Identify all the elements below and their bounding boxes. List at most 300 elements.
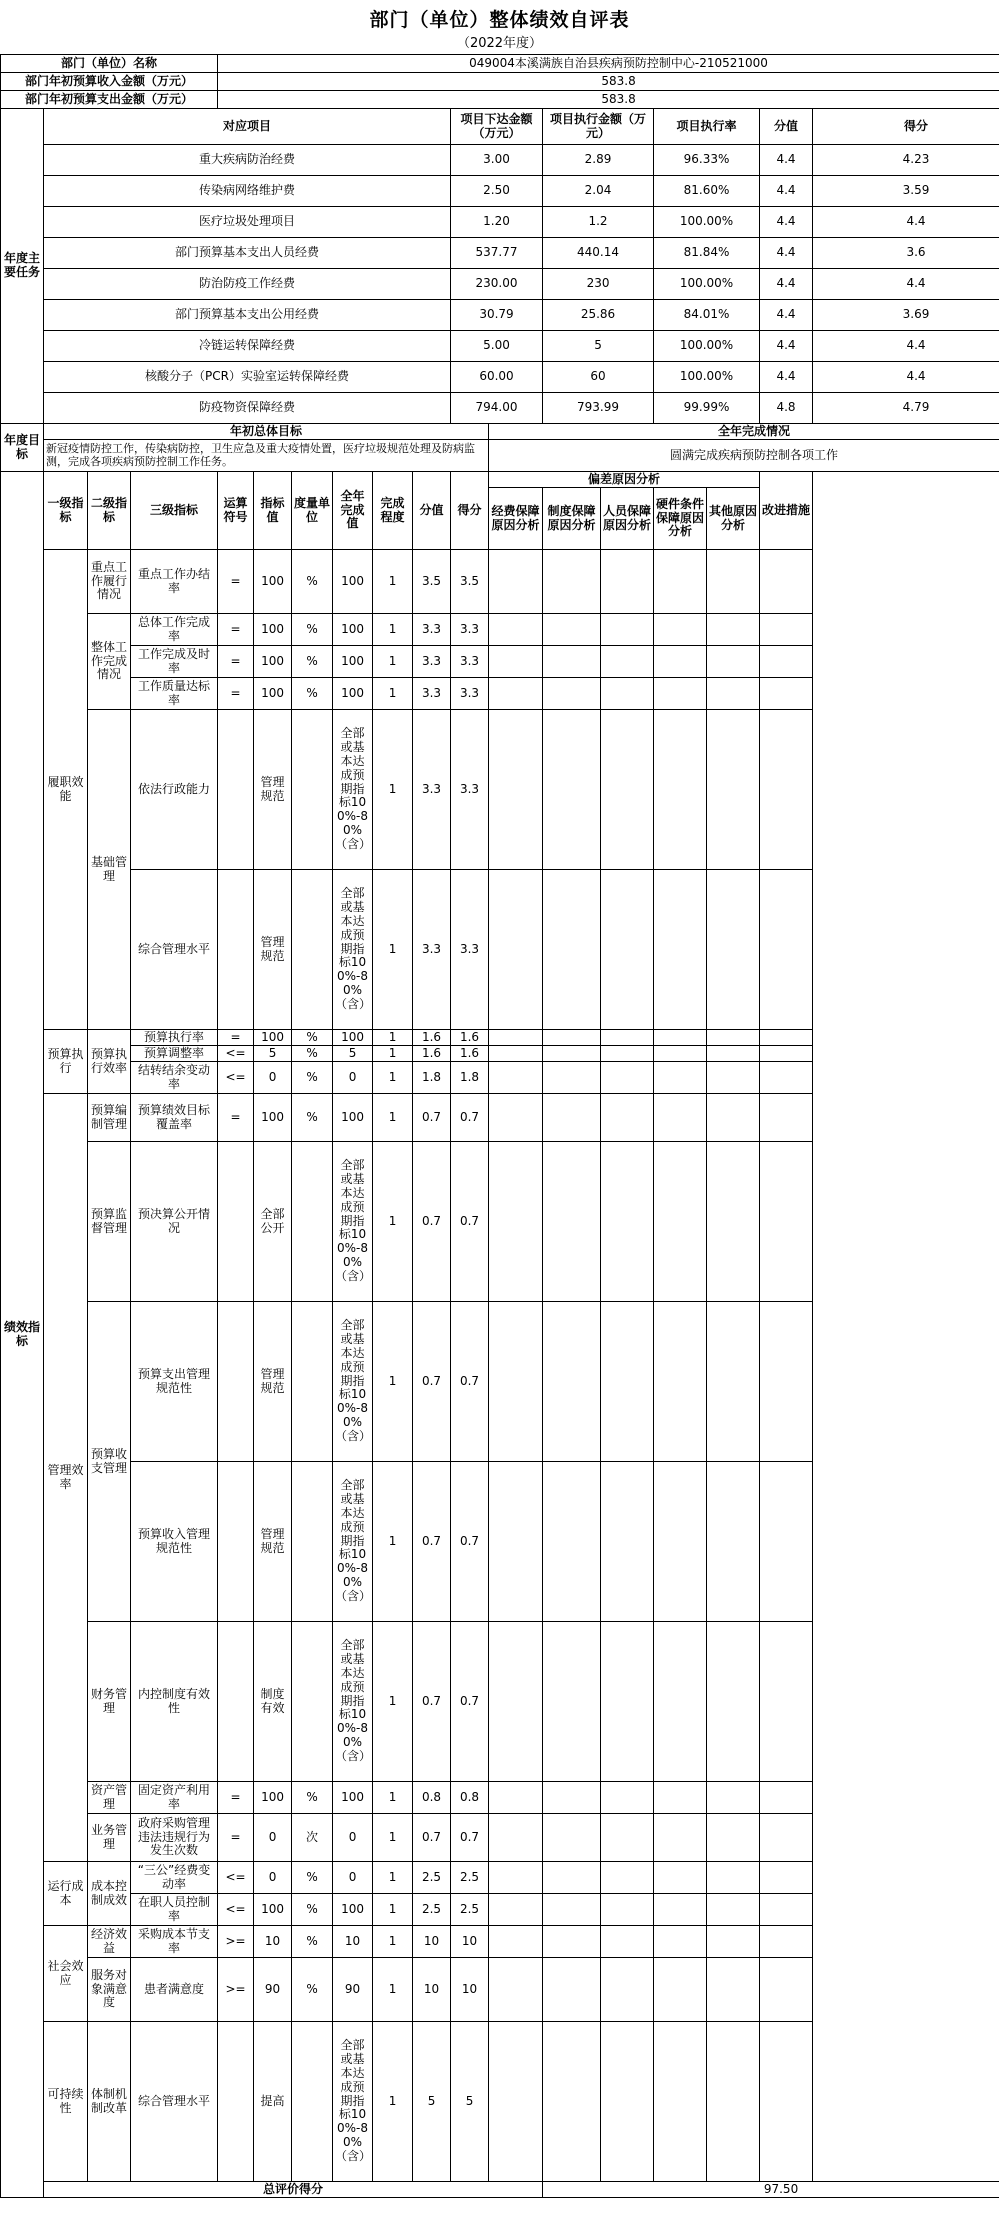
indicator-analysis-cell	[760, 1782, 813, 1814]
indicator-analysis-cell	[654, 614, 707, 646]
task-issued: 30.79	[451, 300, 543, 331]
task-row	[1, 207, 999, 238]
indicator-degree: 1	[373, 2022, 413, 2182]
indicator-score: 1.8	[413, 1062, 451, 1094]
indicator-unit: %	[292, 1862, 333, 1894]
indicator-unit	[292, 1302, 333, 1462]
indicator-analysis-cell	[601, 550, 654, 614]
indicator-analysis-cell	[489, 1094, 543, 1142]
col-score: 分值	[413, 472, 451, 550]
indicator-l3: 在职人员控制率	[131, 1894, 218, 1926]
indicator-unit: %	[292, 1926, 333, 1958]
indicator-op: =	[218, 678, 254, 710]
indicator-analysis-cell	[543, 1462, 601, 1622]
expense-label: 部门年初预算支出金额（万元）	[1, 91, 218, 109]
indicator-op: =	[218, 646, 254, 678]
indicator-analysis-cell	[489, 710, 543, 870]
indicator-l3: 预算执行率	[131, 1030, 218, 1046]
indicator-analysis-cell	[489, 1862, 543, 1894]
indicator-l1: 管理效率	[44, 1094, 88, 1862]
task-row	[1, 269, 999, 300]
task-executed: 793.99	[543, 393, 654, 424]
col-deviation-2: 人员保障原因分析	[601, 488, 654, 550]
indicator-analysis-cell	[601, 1046, 654, 1062]
indicator-analysis-cell	[489, 1302, 543, 1462]
indicator-analysis-cell	[601, 1894, 654, 1926]
indicator-target: 管理规范	[254, 1302, 292, 1462]
indicator-analysis-cell	[489, 870, 543, 1030]
indicator-actual: 全部或基本达成预期指标100%-80%（含）	[333, 1302, 373, 1462]
col-improve: 改进措施	[760, 472, 813, 550]
task-rate: 84.01%	[654, 300, 760, 331]
indicator-analysis-cell	[543, 614, 601, 646]
indicator-target: 0	[254, 1062, 292, 1094]
task-col-executed: 项目执行金额（万元）	[543, 109, 654, 145]
task-got: 4.4	[813, 207, 999, 238]
indicator-analysis-cell	[489, 1814, 543, 1862]
task-row	[1, 393, 999, 424]
indicator-analysis-cell	[489, 1926, 543, 1958]
task-rate: 100.00%	[654, 362, 760, 393]
indicator-analysis-cell	[654, 1814, 707, 1862]
indicator-l3: 预算支出管理规范性	[131, 1302, 218, 1462]
indicator-analysis-cell	[489, 1958, 543, 2022]
indicator-actual: 5	[333, 1046, 373, 1062]
indicator-op: <=	[218, 1046, 254, 1062]
col-l3: 三级指标	[131, 472, 218, 550]
indicator-row	[1, 1814, 999, 1862]
indicator-degree: 1	[373, 646, 413, 678]
indicator-l2: 体制机制改革	[88, 2022, 131, 2182]
indicator-analysis-cell	[760, 1030, 813, 1046]
task-row	[1, 176, 999, 207]
indicator-actual: 0	[333, 1814, 373, 1862]
indicator-analysis-cell	[760, 1862, 813, 1894]
task-rate: 100.00%	[654, 269, 760, 300]
indicator-target: 管理规范	[254, 870, 292, 1030]
indicator-degree: 1	[373, 1894, 413, 1926]
indicator-op	[218, 1142, 254, 1302]
indicator-l2: 成本控制成效	[88, 1862, 131, 1926]
indicator-analysis-cell	[707, 1094, 760, 1142]
indicator-l3: 依法行政能力	[131, 710, 218, 870]
indicator-analysis-cell	[760, 1462, 813, 1622]
indicator-got: 0.7	[451, 1142, 489, 1302]
task-executed: 1.2	[543, 207, 654, 238]
indicator-score: 3.3	[413, 678, 451, 710]
task-rate: 81.84%	[654, 238, 760, 269]
col-deviation-1: 制度保障原因分析	[543, 488, 601, 550]
indicator-actual: 10	[333, 1926, 373, 1958]
task-score: 4.8	[760, 393, 813, 424]
indicator-unit: %	[292, 678, 333, 710]
indicator-row	[1, 1958, 999, 2022]
indicator-l3: 内控制度有效性	[131, 1622, 218, 1782]
indicator-l3: 采购成本节支率	[131, 1926, 218, 1958]
indicator-analysis-cell	[601, 1302, 654, 1462]
task-issued: 2.50	[451, 176, 543, 207]
indicator-actual: 全部或基本达成预期指标100%-80%（含）	[333, 1142, 373, 1302]
expense-row	[1, 91, 999, 109]
indicator-analysis-cell	[543, 1622, 601, 1782]
indicator-target: 100	[254, 614, 292, 646]
indicator-got: 10	[451, 1958, 489, 2022]
indicator-analysis-cell	[543, 1814, 601, 1862]
indicator-analysis-cell	[760, 550, 813, 614]
indicator-l3: 预算调整率	[131, 1046, 218, 1062]
report-subtitle: （2022年度）	[456, 36, 543, 51]
indicator-l1: 社会效应	[44, 1926, 88, 2022]
task-got: 3.6	[813, 238, 999, 269]
task-name: 重大疾病防治经费	[44, 145, 451, 176]
indicator-target: 100	[254, 1094, 292, 1142]
indicator-l3: 工作完成及时率	[131, 646, 218, 678]
report-title: 部门（单位）整体绩效自评表	[369, 9, 630, 31]
goal-target-header: 年初总体目标	[44, 424, 489, 440]
indicator-analysis-cell	[654, 1046, 707, 1062]
indicator-degree: 1	[373, 1622, 413, 1782]
indicator-actual: 90	[333, 1958, 373, 2022]
task-got: 4.4	[813, 269, 999, 300]
indicator-analysis-cell	[601, 1030, 654, 1046]
indicator-analysis-cell	[654, 1462, 707, 1622]
indicator-analysis-cell	[760, 1046, 813, 1062]
indicator-actual: 全部或基本达成预期指标100%-80%（含）	[333, 1462, 373, 1622]
indicator-op	[218, 1622, 254, 1782]
indicator-got: 3.3	[451, 678, 489, 710]
indicator-degree: 1	[373, 1782, 413, 1814]
indicator-got: 0.8	[451, 1782, 489, 1814]
indicator-row	[1, 1142, 999, 1302]
indicator-score: 2.5	[413, 1894, 451, 1926]
indicator-degree: 1	[373, 1926, 413, 1958]
indicator-unit	[292, 1622, 333, 1782]
col-op: 运算符号	[218, 472, 254, 550]
indicator-unit: %	[292, 646, 333, 678]
indicator-unit: 次	[292, 1814, 333, 1862]
indicator-analysis-cell	[760, 870, 813, 1030]
indicator-degree: 1	[373, 1094, 413, 1142]
task-score: 4.4	[760, 238, 813, 269]
indicator-score: 1.6	[413, 1030, 451, 1046]
task-row	[1, 238, 999, 269]
indicator-l2: 预算执行效率	[88, 1030, 131, 1094]
dept-label: 部门（单位）名称	[1, 55, 218, 73]
indicator-analysis-cell	[707, 1142, 760, 1302]
indicator-got: 3.3	[451, 710, 489, 870]
indicator-analysis-cell	[601, 870, 654, 1030]
indicator-got: 3.3	[451, 614, 489, 646]
indicator-l3: 重点工作办结率	[131, 550, 218, 614]
indicator-l3: 预决算公开情况	[131, 1142, 218, 1302]
indicator-actual: 0	[333, 1862, 373, 1894]
indicator-analysis-cell	[543, 1782, 601, 1814]
indicator-analysis-cell	[760, 1894, 813, 1926]
task-rate: 96.33%	[654, 145, 760, 176]
col-l2: 二级指标	[88, 472, 131, 550]
indicator-row	[1, 1462, 999, 1622]
goal-group-label: 年度目标	[1, 424, 44, 472]
indicator-unit	[292, 870, 333, 1030]
task-name: 防疫物资保障经费	[44, 393, 451, 424]
indicator-analysis-cell	[654, 1302, 707, 1462]
indicator-analysis-cell	[543, 678, 601, 710]
indicator-got: 3.3	[451, 870, 489, 1030]
task-score: 4.4	[760, 300, 813, 331]
task-rate: 99.99%	[654, 393, 760, 424]
indicator-op: >=	[218, 1926, 254, 1958]
task-got: 3.69	[813, 300, 999, 331]
indicator-op	[218, 870, 254, 1030]
task-name: 防治防疫工作经费	[44, 269, 451, 300]
indicator-analysis-cell	[707, 1062, 760, 1094]
indicator-analysis-cell	[707, 1894, 760, 1926]
indicator-analysis-cell	[489, 1894, 543, 1926]
task-header-row	[1, 109, 999, 145]
indicator-analysis-cell	[707, 646, 760, 678]
indicator-analysis-cell	[707, 1782, 760, 1814]
indicator-analysis-cell	[489, 2022, 543, 2182]
indicator-analysis-cell	[654, 1958, 707, 2022]
indicator-row	[1, 1302, 999, 1462]
indicator-op: =	[218, 550, 254, 614]
task-issued: 5.00	[451, 331, 543, 362]
indicator-score: 10	[413, 1958, 451, 2022]
indicator-degree: 1	[373, 1958, 413, 2022]
indicator-l3: 患者满意度	[131, 1958, 218, 2022]
indicator-degree: 1	[373, 1814, 413, 1862]
indicator-score: 10	[413, 1926, 451, 1958]
indicator-analysis-cell	[489, 1046, 543, 1062]
indicator-got: 10	[451, 1926, 489, 1958]
indicator-analysis-cell	[543, 2022, 601, 2182]
indicator-l2: 预算收支管理	[88, 1302, 131, 1622]
indicator-got: 2.5	[451, 1894, 489, 1926]
indicator-actual: 100	[333, 550, 373, 614]
indicator-target: 100	[254, 1782, 292, 1814]
indicator-row	[1, 1926, 999, 1958]
indicator-analysis-cell	[760, 1958, 813, 2022]
indicator-actual: 100	[333, 1782, 373, 1814]
task-executed: 2.89	[543, 145, 654, 176]
indicator-row	[1, 710, 999, 870]
indicator-l3: “三公”经费变动率	[131, 1862, 218, 1894]
task-name: 部门预算基本支出公用经费	[44, 300, 451, 331]
indicator-analysis-cell	[654, 678, 707, 710]
indicator-analysis-cell	[654, 1862, 707, 1894]
task-executed: 230	[543, 269, 654, 300]
indicator-analysis-cell	[601, 2022, 654, 2182]
indicator-analysis-cell	[601, 710, 654, 870]
indicator-analysis-cell	[654, 1894, 707, 1926]
indicator-l1: 履职效能	[44, 550, 88, 1030]
indicator-l3: 预算收入管理规范性	[131, 1462, 218, 1622]
indicator-target: 提高	[254, 2022, 292, 2182]
indicator-got: 5	[451, 2022, 489, 2182]
indicator-score: 3.3	[413, 614, 451, 646]
indicator-target: 0	[254, 1862, 292, 1894]
indicator-unit: %	[292, 1030, 333, 1046]
col-deviation-3: 硬件条件保障原因分析	[654, 488, 707, 550]
indicator-analysis-cell	[489, 1062, 543, 1094]
indicator-unit: %	[292, 1958, 333, 2022]
indicator-actual: 全部或基本达成预期指标100%-80%（含）	[333, 710, 373, 870]
indicator-analysis-cell	[707, 1814, 760, 1862]
indicator-analysis-cell	[543, 1958, 601, 2022]
indicator-l2: 经济效益	[88, 1926, 131, 1958]
indicator-analysis-cell	[601, 646, 654, 678]
indicator-l1: 可持续性	[44, 2022, 88, 2182]
indicator-score: 3.5	[413, 550, 451, 614]
indicator-target: 100	[254, 1894, 292, 1926]
indicator-target: 管理规范	[254, 710, 292, 870]
indicator-analysis-cell	[489, 1782, 543, 1814]
expense-value: 583.8	[218, 91, 999, 109]
indicator-actual: 100	[333, 678, 373, 710]
indicator-got: 0.7	[451, 1302, 489, 1462]
indicator-actual: 全部或基本达成预期指标100%-80%（含）	[333, 1622, 373, 1782]
indicator-analysis-cell	[601, 1094, 654, 1142]
indicator-analysis-cell	[654, 1030, 707, 1046]
task-score: 4.4	[760, 207, 813, 238]
indicator-got: 3.5	[451, 550, 489, 614]
indicator-l3: 政府采购管理违法违规行为发生次数	[131, 1814, 218, 1862]
indicator-analysis-cell	[760, 1926, 813, 1958]
indicator-target: 100	[254, 1030, 292, 1046]
total-value: 97.50	[543, 2182, 999, 2198]
task-got: 4.4	[813, 331, 999, 362]
indicator-degree: 1	[373, 550, 413, 614]
task-col-got: 得分	[813, 109, 999, 145]
indicator-l2: 财务管理	[88, 1622, 131, 1782]
indicator-analysis-cell	[601, 1462, 654, 1622]
indicator-unit: %	[292, 1782, 333, 1814]
col-deviation-4: 其他原因分析	[707, 488, 760, 550]
task-row	[1, 145, 999, 176]
indicator-row	[1, 1046, 999, 1062]
indicator-actual: 100	[333, 1030, 373, 1046]
indicator-group-label: 绩效指标	[1, 472, 44, 2198]
indicator-row	[1, 678, 999, 710]
indicator-analysis-cell	[760, 1062, 813, 1094]
indicator-analysis-cell	[654, 870, 707, 1030]
indicator-unit	[292, 1142, 333, 1302]
goal-result-header: 全年完成情况	[489, 424, 999, 440]
col-unit: 度量单位	[292, 472, 333, 550]
task-row	[1, 300, 999, 331]
indicator-score: 0.8	[413, 1782, 451, 1814]
task-name: 核酸分子（PCR）实验室运转保障经费	[44, 362, 451, 393]
task-score: 4.4	[760, 269, 813, 300]
indicator-l3: 工作质量达标率	[131, 678, 218, 710]
task-executed: 5	[543, 331, 654, 362]
income-label: 部门年初预算收入金额（万元）	[1, 73, 218, 91]
indicator-degree: 1	[373, 1030, 413, 1046]
indicator-actual: 100	[333, 614, 373, 646]
indicator-analysis-cell	[707, 1958, 760, 2022]
indicator-got: 0.7	[451, 1094, 489, 1142]
indicator-score: 0.7	[413, 1142, 451, 1302]
indicator-degree: 1	[373, 1046, 413, 1062]
indicator-analysis-cell	[707, 710, 760, 870]
task-score: 4.4	[760, 331, 813, 362]
task-got: 4.4	[813, 362, 999, 393]
indicator-target: 10	[254, 1926, 292, 1958]
indicator-actual: 100	[333, 646, 373, 678]
indicator-l3: 固定资产利用率	[131, 1782, 218, 1814]
task-got: 4.23	[813, 145, 999, 176]
indicator-got: 0.7	[451, 1814, 489, 1862]
indicator-score: 0.7	[413, 1302, 451, 1462]
indicator-analysis-cell	[543, 710, 601, 870]
indicator-degree: 1	[373, 1862, 413, 1894]
indicator-analysis-cell	[760, 646, 813, 678]
indicator-score: 0.7	[413, 1462, 451, 1622]
indicator-unit	[292, 710, 333, 870]
dept-row	[1, 55, 999, 73]
indicator-actual: 全部或基本达成预期指标100%-80%（含）	[333, 870, 373, 1030]
indicator-analysis-cell	[601, 1782, 654, 1814]
indicator-analysis-cell	[707, 1622, 760, 1782]
indicator-row	[1, 1030, 999, 1046]
indicator-target: 5	[254, 1046, 292, 1062]
col-l1: 一级指标	[44, 472, 88, 550]
total-row	[1, 2182, 999, 2198]
indicator-analysis-cell	[489, 1142, 543, 1302]
indicator-analysis-cell	[543, 1062, 601, 1094]
indicator-op	[218, 1302, 254, 1462]
indicator-actual: 全部或基本达成预期指标100%-80%（含）	[333, 2022, 373, 2182]
task-executed: 60	[543, 362, 654, 393]
indicator-target: 全部公开	[254, 1142, 292, 1302]
indicator-unit	[292, 2022, 333, 2182]
indicator-op	[218, 710, 254, 870]
indicator-analysis-cell	[654, 2022, 707, 2182]
indicator-analysis-cell	[601, 678, 654, 710]
indicator-analysis-cell	[707, 1926, 760, 1958]
indicator-score: 2.5	[413, 1862, 451, 1894]
goal-header-row	[1, 424, 999, 440]
indicator-analysis-cell	[489, 550, 543, 614]
indicator-degree: 1	[373, 678, 413, 710]
task-executed: 25.86	[543, 300, 654, 331]
indicator-analysis-cell	[489, 646, 543, 678]
indicator-l3: 预算绩效目标覆盖率	[131, 1094, 218, 1142]
dept-value: 049004本溪满族自治县疾病预防控制中心-210521000	[218, 55, 999, 73]
task-name: 部门预算基本支出人员经费	[44, 238, 451, 269]
indicator-analysis-cell	[654, 1782, 707, 1814]
indicator-analysis-cell	[601, 614, 654, 646]
indicator-actual: 100	[333, 1894, 373, 1926]
indicator-analysis-cell	[543, 1094, 601, 1142]
indicator-got: 1.6	[451, 1046, 489, 1062]
indicator-l3: 综合管理水平	[131, 870, 218, 1030]
task-issued: 537.77	[451, 238, 543, 269]
indicator-op: >=	[218, 1958, 254, 2022]
task-score: 4.4	[760, 362, 813, 393]
indicator-analysis-cell	[707, 550, 760, 614]
indicator-unit: %	[292, 1046, 333, 1062]
indicator-analysis-cell	[654, 1622, 707, 1782]
indicator-l2: 资产管理	[88, 1782, 131, 1814]
indicator-got: 0.7	[451, 1622, 489, 1782]
indicator-analysis-cell	[543, 646, 601, 678]
col-actual: 全年完成值	[333, 472, 373, 550]
col-got: 得分	[451, 472, 489, 550]
indicator-score: 5	[413, 2022, 451, 2182]
indicator-header-row	[1, 472, 999, 488]
indicator-analysis-cell	[760, 1814, 813, 1862]
